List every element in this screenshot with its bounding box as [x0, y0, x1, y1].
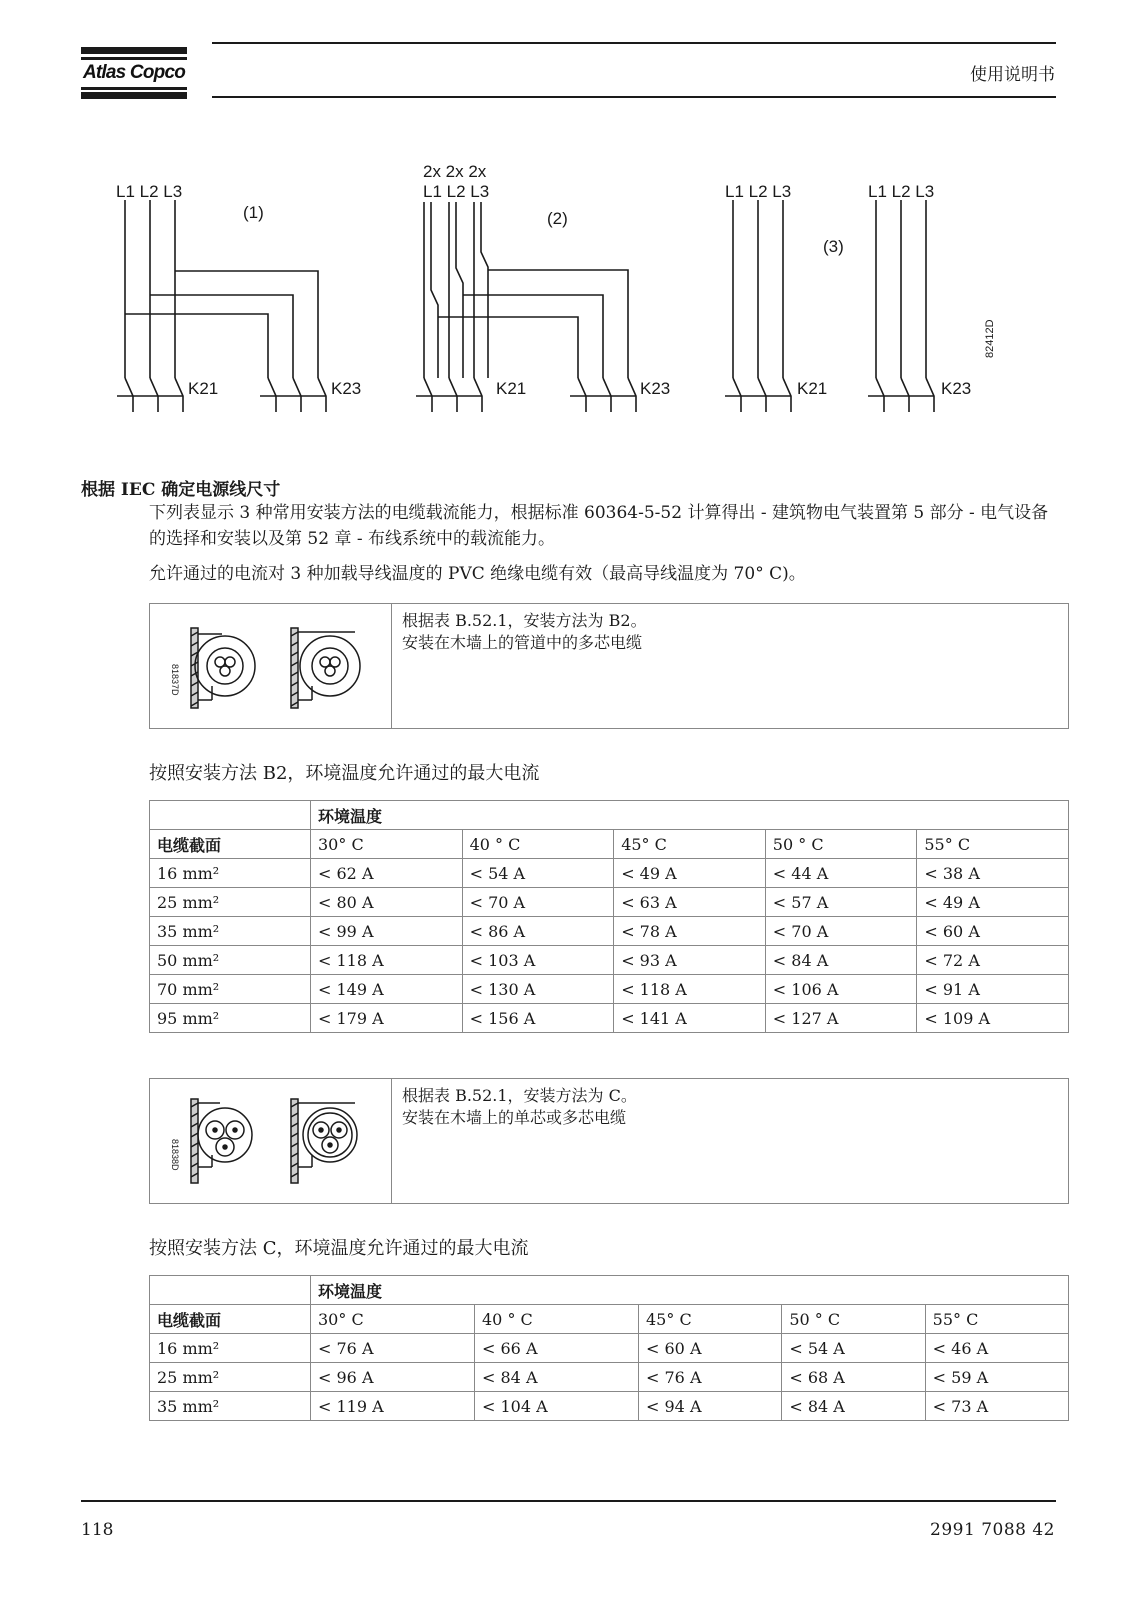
- v3-k23-lines: [876, 200, 926, 378]
- section-cell: 25 mm²: [150, 1363, 311, 1392]
- current-cell: < 149 A: [311, 975, 463, 1004]
- current-cell: < 63 A: [614, 888, 766, 917]
- method-b2-box: [149, 603, 1069, 729]
- current-cell: < 84 A: [782, 1392, 925, 1421]
- current-cell: < 60 A: [639, 1334, 782, 1363]
- section-cell: 35 mm²: [150, 917, 311, 946]
- validity-paragraph: 允许通过的电流对 3 种加载导线温度的 PVC 绝缘电缆有效（最高导线温度为 70° C)。: [149, 564, 806, 584]
- current-cell: < 104 A: [475, 1392, 639, 1421]
- ambient-temp-header: 环境温度: [311, 801, 1069, 830]
- conduit-cable-icon: [150, 604, 391, 728]
- temp-header: 45° C: [614, 830, 766, 859]
- table-c-caption: 按照安装方法 C，环境温度允许通过的最大电流: [149, 1238, 529, 1259]
- wiring-diagram: [100, 150, 1000, 430]
- method-c-box: [149, 1078, 1069, 1204]
- table-row: [150, 975, 1069, 1004]
- v2-l1-lines: [424, 202, 438, 378]
- current-cell: < 72 A: [917, 946, 1069, 975]
- diagram-figure-id: 82412D: [984, 319, 996, 358]
- table-corner-cell: [150, 801, 311, 830]
- current-cell: < 86 A: [462, 917, 614, 946]
- table-header-row: [150, 830, 1069, 859]
- header-bottom-rule: [212, 96, 1056, 98]
- current-cell: < 80 A: [311, 888, 463, 917]
- v1-label: (1): [243, 203, 264, 222]
- table-c: [149, 1275, 1069, 1421]
- table-row: [150, 888, 1069, 917]
- section-cell: 16 mm²: [150, 859, 311, 888]
- contactor-label: K21: [797, 379, 828, 398]
- method-c-line2: 安装在木墙上的单芯或多芯电缆: [402, 1108, 627, 1127]
- footer-rule: [81, 1500, 1056, 1502]
- v1-supply-lines: [125, 200, 175, 378]
- table-b2-caption: 按照安装方法 B2，环境温度允许通过的最大电流: [149, 763, 540, 784]
- table-row: [150, 1334, 1069, 1363]
- document-number: 2991 7088 42: [930, 1520, 1055, 1540]
- table-b2: [149, 800, 1069, 1033]
- current-cell: < 106 A: [765, 975, 917, 1004]
- table-row: [150, 1363, 1069, 1392]
- current-cell: < 118 A: [614, 975, 766, 1004]
- v3-phase-label-k23: L1 L2 L3: [868, 182, 935, 201]
- v2-label: (2): [547, 209, 568, 228]
- current-cell: < 91 A: [917, 975, 1069, 1004]
- table-row: [150, 917, 1069, 946]
- table-row: [150, 1004, 1069, 1033]
- current-cell: < 96 A: [311, 1363, 475, 1392]
- current-cell: < 141 A: [614, 1004, 766, 1033]
- method-c-line1: 根据表 B.52.1，安装方法为 C。: [402, 1086, 637, 1105]
- current-cell: < 109 A: [917, 1004, 1069, 1033]
- temp-header: 30° C: [311, 830, 463, 859]
- contactor-label: K23: [640, 379, 671, 398]
- v2-l2-lines: [449, 202, 463, 378]
- v3-k21-lines: [733, 200, 783, 378]
- current-cell: < 103 A: [462, 946, 614, 975]
- current-cell: < 119 A: [311, 1392, 475, 1421]
- temp-header: 45° C: [639, 1305, 782, 1334]
- v1-phase-label: L1 L2 L3: [116, 182, 183, 201]
- section-cell: 50 mm²: [150, 946, 311, 975]
- page-number: 118: [81, 1520, 114, 1540]
- v3-phase-label-k21: L1 L2 L3: [725, 182, 792, 201]
- current-cell: < 127 A: [765, 1004, 917, 1033]
- section-cell: 70 mm²: [150, 975, 311, 1004]
- section-cell: 16 mm²: [150, 1334, 311, 1363]
- method-b2-figure-id: 81837D: [170, 664, 180, 696]
- method-b2-line2: 安装在木墙上的管道中的多芯电缆: [402, 633, 643, 652]
- current-cell: < 156 A: [462, 1004, 614, 1033]
- wall-cable-icon: [150, 1079, 391, 1203]
- table-header-row: [150, 1276, 1069, 1305]
- current-cell: < 62 A: [311, 859, 463, 888]
- table-row: [150, 1392, 1069, 1421]
- current-cell: < 76 A: [311, 1334, 475, 1363]
- temp-header: 55° C: [925, 1305, 1068, 1334]
- current-cell: < 68 A: [782, 1363, 925, 1392]
- current-cell: < 94 A: [639, 1392, 782, 1421]
- intro-paragraph: 下列表显示 3 种常用安装方法的电缆载流能力，根据标准 60364-5-52 计算得出 - 建筑物电气装置第 5 部分 - 电气设备的选择和安装以及第 52 章 - 布线系统中的载流能力。: [149, 503, 1049, 549]
- current-cell: < 84 A: [765, 946, 917, 975]
- temp-header: 40 ° C: [462, 830, 614, 859]
- table-header-row: [150, 801, 1069, 830]
- current-cell: < 78 A: [614, 917, 766, 946]
- temp-header: 55° C: [917, 830, 1069, 859]
- contactor-label: K21: [496, 379, 527, 398]
- temp-header: 40 ° C: [475, 1305, 639, 1334]
- v2-feed-lines: [438, 270, 628, 378]
- v2-l3-lines: [474, 202, 488, 378]
- current-cell: < 54 A: [782, 1334, 925, 1363]
- current-cell: < 70 A: [765, 917, 917, 946]
- method-c-illustration: [150, 1079, 392, 1203]
- contactor-label: K23: [941, 379, 972, 398]
- current-cell: < 73 A: [925, 1392, 1068, 1421]
- method-b2-line1: 根据表 B.52.1，安装方法为 B2。: [402, 611, 647, 630]
- document-type-title: 使用说明书: [970, 65, 1055, 85]
- table-corner-cell: [150, 1276, 311, 1305]
- header-top-rule: [212, 42, 1056, 44]
- current-cell: < 70 A: [462, 888, 614, 917]
- ambient-temp-header: 环境温度: [311, 1276, 1069, 1305]
- contactor-label: K21: [188, 379, 219, 398]
- v2-phase-label: L1 L2 L3: [423, 182, 490, 201]
- current-cell: < 60 A: [917, 917, 1069, 946]
- current-cell: < 66 A: [475, 1334, 639, 1363]
- v3-label: (3): [823, 237, 844, 256]
- v2-multiplier-label: 2x 2x 2x: [423, 162, 487, 181]
- current-cell: < 179 A: [311, 1004, 463, 1033]
- cable-section-header: 电缆截面: [150, 1305, 311, 1334]
- cable-section-header: 电缆截面: [150, 830, 311, 859]
- logo-text: Atlas Copco: [82, 62, 186, 83]
- company-logo: [81, 47, 187, 99]
- table-row: [150, 859, 1069, 888]
- current-cell: < 118 A: [311, 946, 463, 975]
- current-cell: < 54 A: [462, 859, 614, 888]
- temp-header: 50 ° C: [782, 1305, 925, 1334]
- method-b2-illustration: [150, 604, 392, 728]
- contactor-label: K23: [331, 379, 362, 398]
- current-cell: < 46 A: [925, 1334, 1068, 1363]
- section-heading: 根据 IEC 确定电源线尺寸: [81, 480, 281, 500]
- current-cell: < 38 A: [917, 859, 1069, 888]
- table-header-row: [150, 1305, 1069, 1334]
- current-cell: < 130 A: [462, 975, 614, 1004]
- current-cell: < 93 A: [614, 946, 766, 975]
- current-cell: < 44 A: [765, 859, 917, 888]
- temp-header: 50 ° C: [765, 830, 917, 859]
- current-cell: < 76 A: [639, 1363, 782, 1392]
- current-cell: < 49 A: [917, 888, 1069, 917]
- section-cell: 95 mm²: [150, 1004, 311, 1033]
- temp-header: 30° C: [311, 1305, 475, 1334]
- v1-feed-lines: [125, 271, 318, 378]
- current-cell: < 84 A: [475, 1363, 639, 1392]
- method-c-figure-id: 81838D: [170, 1139, 180, 1171]
- current-cell: < 99 A: [311, 917, 463, 946]
- section-cell: 35 mm²: [150, 1392, 311, 1421]
- current-cell: < 49 A: [614, 859, 766, 888]
- section-cell: 25 mm²: [150, 888, 311, 917]
- table-row: [150, 946, 1069, 975]
- current-cell: < 57 A: [765, 888, 917, 917]
- current-cell: < 59 A: [925, 1363, 1068, 1392]
